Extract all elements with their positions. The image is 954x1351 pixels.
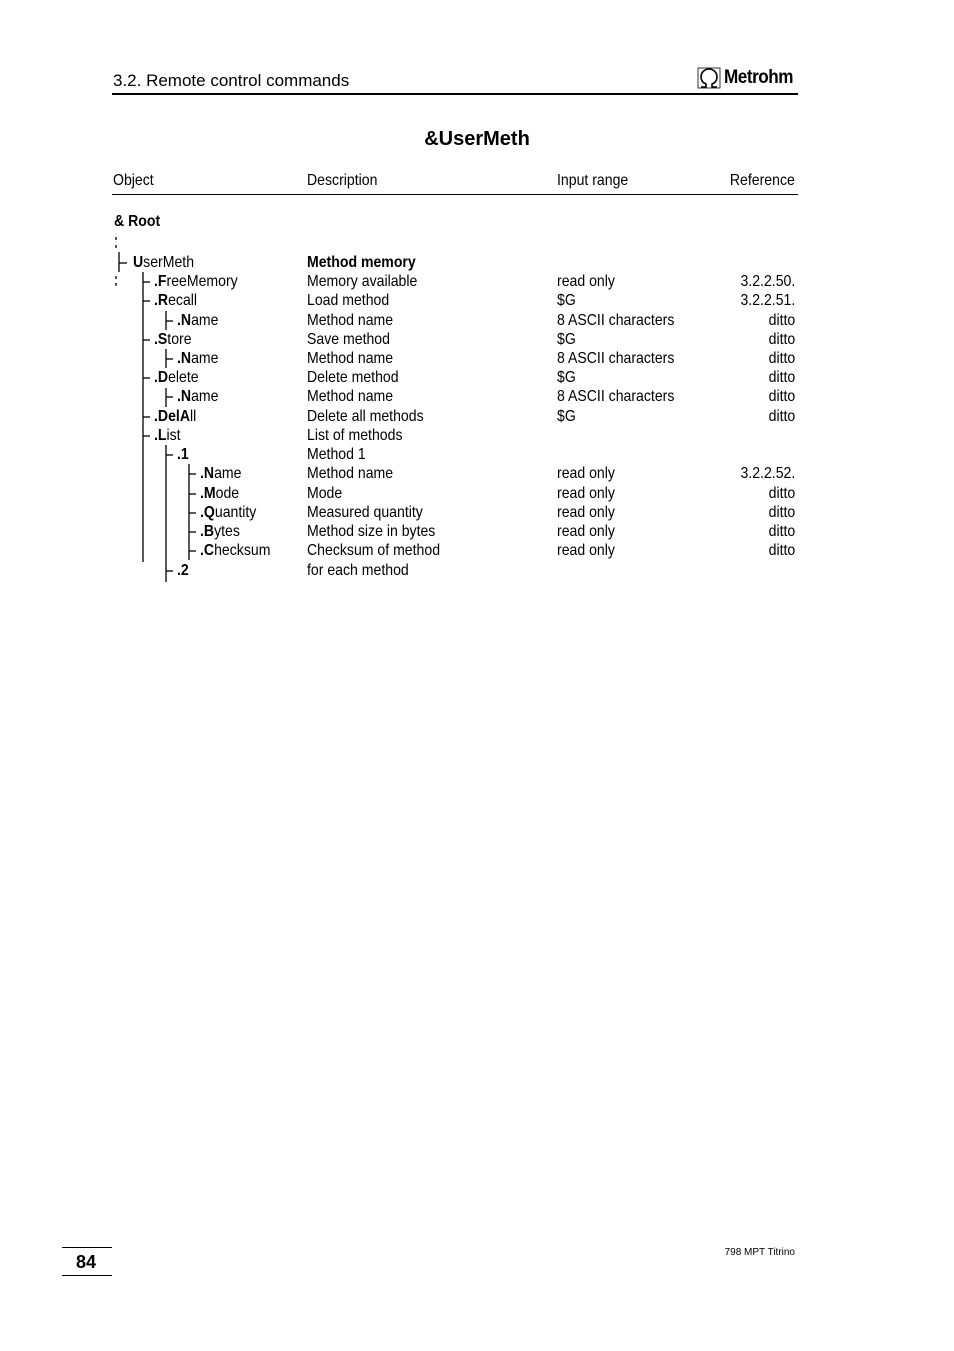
input-range-cell: read only <box>557 504 615 521</box>
input-range-cell: $G <box>557 292 576 309</box>
reference-cell: 3.2.2.52. <box>740 465 795 482</box>
description-cell: Method name <box>307 465 394 482</box>
description-cell: for each method <box>307 562 409 579</box>
root-label: & Root <box>114 213 161 230</box>
product-name: 798 MPT Titrino <box>724 1247 795 1258</box>
object-recall: .Recall <box>154 292 198 309</box>
object-delete-name: .Name <box>177 388 219 405</box>
object-delall: .DelAll <box>154 408 197 425</box>
input-range-cell: 8 ASCII characters <box>557 350 675 367</box>
input-range-cell: read only <box>557 485 615 502</box>
footer-divider <box>62 1247 112 1248</box>
description-cell: Delete method <box>307 369 399 386</box>
description-cell: Delete all methods <box>307 408 424 425</box>
reference-cell: ditto <box>768 312 795 329</box>
input-range-cell: $G <box>557 331 576 348</box>
reference-cell: ditto <box>768 331 795 348</box>
description-cell: Method name <box>307 388 394 405</box>
description-cell: Method name <box>307 312 394 329</box>
object-list: .List <box>154 427 181 444</box>
column-header-reference: Reference <box>730 172 795 189</box>
section-title: 3.2. Remote control commands <box>113 71 350 90</box>
description-cell: Memory available <box>307 273 418 290</box>
description-cell: Method size in bytes <box>307 523 436 540</box>
column-header-input-range: Input range <box>557 172 629 189</box>
input-range-cell: $G <box>557 408 576 425</box>
reference-cell: 3.2.2.51. <box>740 292 795 309</box>
page-number: 84 <box>76 1252 97 1272</box>
object-usermeth: UserMeth <box>133 254 195 271</box>
object-list-1-mode: .Mode <box>200 485 240 502</box>
object-list-1-quantity: .Quantity <box>200 504 257 521</box>
description-cell: Load method <box>307 292 390 309</box>
footer-divider <box>62 1275 112 1276</box>
reference-cell: ditto <box>768 504 795 521</box>
description-cell: List of methods <box>307 427 403 444</box>
object-recall-name: .Name <box>177 312 219 329</box>
tree-connector-lines <box>0 0 954 600</box>
description-cell: Measured quantity <box>307 504 423 521</box>
reference-cell: ditto <box>768 350 795 367</box>
input-range-cell: read only <box>557 465 615 482</box>
input-range-cell: $G <box>557 369 576 386</box>
input-range-cell: read only <box>557 273 615 290</box>
reference-cell: 3.2.2.50. <box>740 273 795 290</box>
column-header-object: Object <box>113 172 154 189</box>
column-header-description: Description <box>307 172 378 189</box>
reference-cell: ditto <box>768 388 795 405</box>
description-cell: Method name <box>307 350 394 367</box>
reference-cell: ditto <box>768 485 795 502</box>
object-list-1-name: .Name <box>200 465 242 482</box>
object-list-1-bytes: .Bytes <box>200 523 240 540</box>
object-freememory: .FreeMemory <box>154 273 238 290</box>
reference-cell: ditto <box>768 542 795 559</box>
object-list-1-checksum: .Checksum <box>200 542 271 559</box>
input-range-cell: read only <box>557 542 615 559</box>
description-cell: Save method <box>307 331 390 348</box>
page-title: &UserMeth <box>424 128 530 150</box>
reference-cell: ditto <box>768 408 795 425</box>
input-range-cell: 8 ASCII characters <box>557 388 675 405</box>
object-list-2: .2 <box>177 562 189 579</box>
description-cell: Method 1 <box>307 446 366 463</box>
reference-cell: ditto <box>768 369 795 386</box>
description-cell: Checksum of method <box>307 542 441 559</box>
input-range-cell: read only <box>557 523 615 540</box>
object-delete: .Delete <box>154 369 199 386</box>
description-cell: Mode <box>307 485 343 502</box>
object-store-name: .Name <box>177 350 219 367</box>
brand-name: Metrohm <box>724 67 794 88</box>
object-list-1: .1 <box>177 446 189 463</box>
description-cell: Method memory <box>307 254 416 271</box>
object-store: .Store <box>154 331 192 348</box>
input-range-cell: 8 ASCII characters <box>557 312 675 329</box>
reference-cell: ditto <box>768 523 795 540</box>
